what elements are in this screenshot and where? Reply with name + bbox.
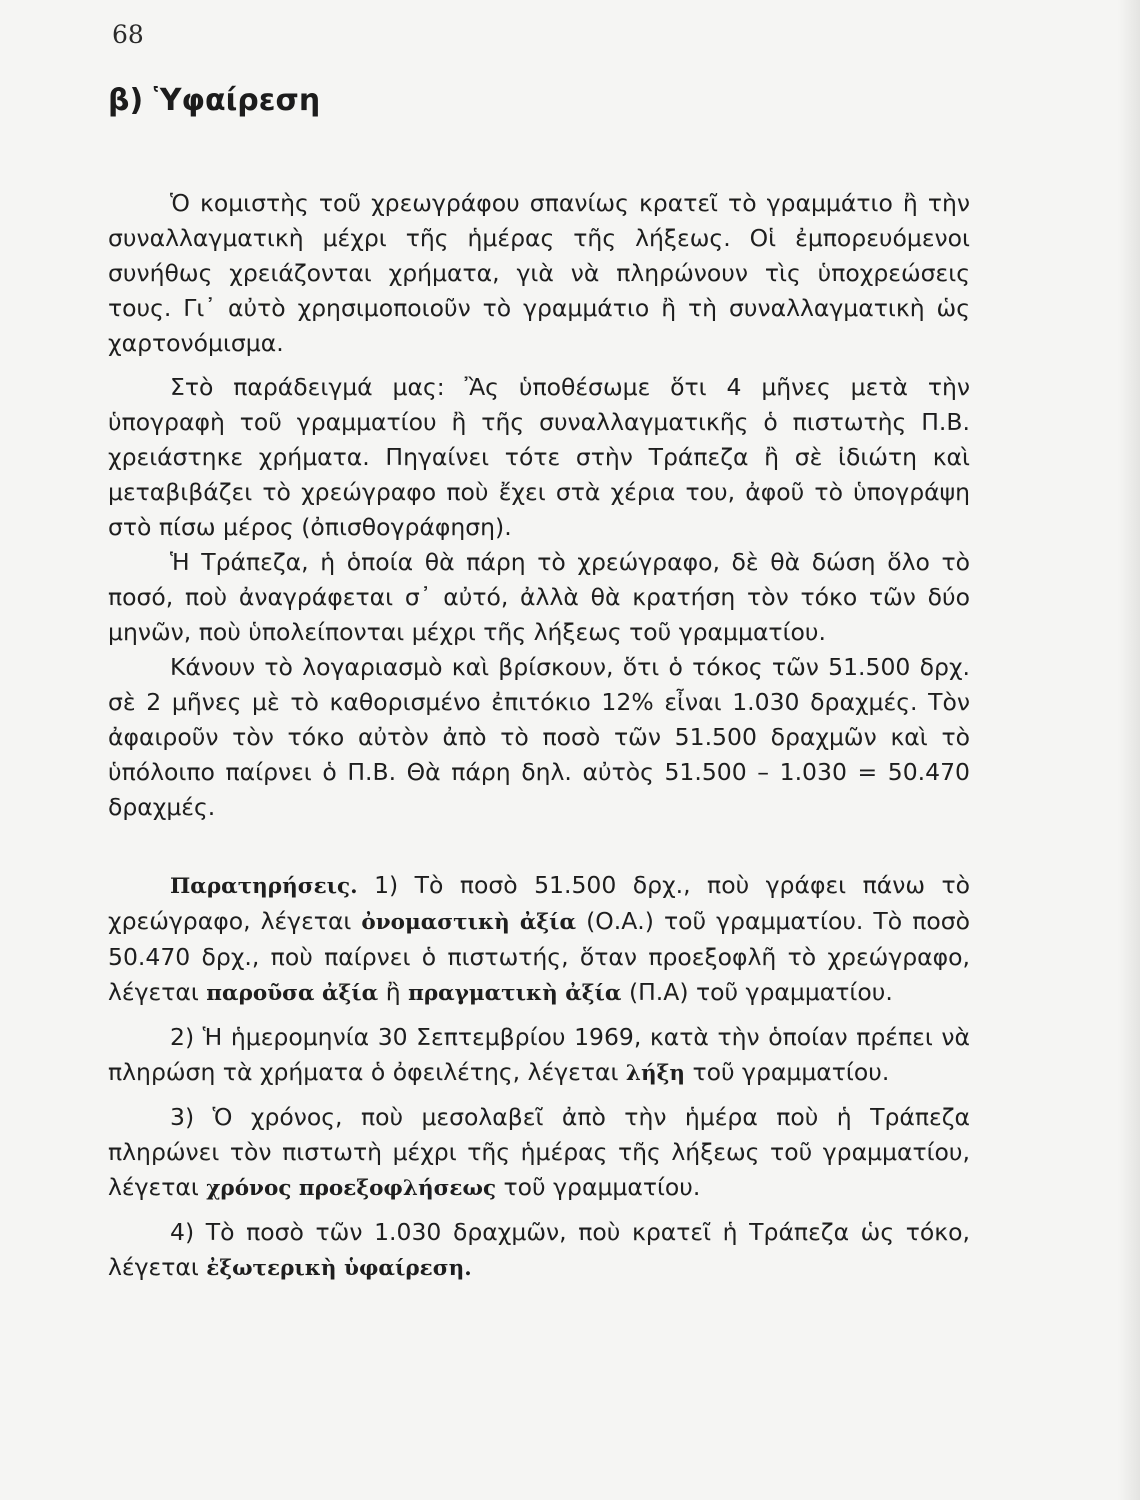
note-2 bbox=[108, 1020, 970, 1091]
term-present-value: παροῦσα ἀξία bbox=[206, 981, 379, 1006]
note-1 bbox=[108, 868, 970, 1011]
note-text: 1) Τὸ ποσὸ 51.500 δρχ., ποὺ γράφει πάνω τὸ χρεώγραφο, λέγεται bbox=[108, 871, 970, 935]
note-text: 2) Ἡ ἡμερομηνία 30 Σεπτεμβρίου 1969, κατὰ τὴν ὁποίαν πρέπει νὰ πληρώση τὰ χρήματα ὁ ὀφειλέτης, λέγεται bbox=[108, 1023, 970, 1086]
term-nominal-value: ὀνομαστικὴ ἀξία bbox=[361, 910, 577, 935]
term-discount-period: χρόνος προεξοφλήσεως bbox=[206, 1176, 497, 1201]
body-text bbox=[108, 186, 970, 1286]
note-text: τοῦ γραμματίου. bbox=[684, 1058, 890, 1086]
note-text: (Π.Α) τοῦ γραμματίου. bbox=[621, 978, 893, 1006]
note-text: ἢ bbox=[378, 978, 409, 1006]
note-4 bbox=[108, 1215, 970, 1286]
note-3 bbox=[108, 1100, 970, 1206]
paragraph-bank: Ἡ Τράπεζα, ἡ ὁποία θὰ πάρη τὸ χρεώγραφο, δὲ θὰ δώση ὅλο τὸ ποσό, ποὺ ἀναγράφεται σ᾽ αὐτό, ἀλλὰ θὰ κρατήση τὸν τόκο τῶν δύο μηνῶν, ποὺ ὑπολείπονται μέχρι τῆς λήξεως τοῦ γραμματίου. bbox=[108, 548, 970, 646]
note-text: 3) Ὁ χρόνος, ποὺ μεσολαβεῖ ἀπὸ τὴν ἡμέρα ποὺ ἡ Τράπεζα πληρώνει τὸν πιστωτὴ μέχρι τῆς ἡμέρας τῆς λήξεως τοῦ γραμματίου, λέγεται bbox=[108, 1103, 970, 1201]
note-text: τοῦ γραμματίου. bbox=[496, 1173, 701, 1201]
page-edge-shadow bbox=[1118, 0, 1140, 1500]
paragraph-calculation: Κάνουν τὸ λογαριασμὸ καὶ βρίσκουν, ὅτι ὁ τόκος τῶν 51.500 δρχ. σὲ 2 μῆνες μὲ τὸ καθορισμένο ἐπιτόκιο 12% εἶναι 1.030 δραχμές. Τὸν ἀφαιροῦν τὸν τόκο αὐτὸν ἀπὸ τὸ ποσὸ τῶν 51.500 δραχμῶν καὶ τὸ ὑπόλοιπο παίρνει ὁ Π.Β. Θὰ πάρη δηλ. αὐτὸς 51.500 – 1.030 = 50.470 δραχμές. bbox=[108, 653, 970, 821]
paragraph-discounting-intro: Ὁ κομιστὴς τοῦ χρεωγράφου σπανίως κρατεῖ τὸ γραμμάτιο ἢ τὴν συναλλαγματικὴ μέχρι τῆς ἡμέρας τῆς λήξεως. Οἱ ἐμπορευόμενοι συνήθως χρειάζονται χρήματα, γιὰ νὰ πληρώνουν τὶς ὑποχρεώσεις τους. Γι᾽ αὐτὸ χρησιμοποιοῦν τὸ γραμμάτιο ἢ τὴ συναλλαγματικὴ ὡς χαρτονόμισμα. bbox=[108, 189, 970, 357]
paragraph-example: Στὸ παράδειγμά μας: Ἂς ὑποθέσωμε ὅτι 4 μῆνες μετὰ τὴν ὑπογραφὴ τοῦ γραμματίου ἢ τῆς συναλλαγματικῆς ὁ πιστωτὴς Π.Β. χρειάστηκε χρήματα. Πηγαίνει τότε στὴν Τράπεζα ἢ σὲ ἰδιώτη καὶ μεταβιβάζει τὸ χρεώγραφο ποὺ ἔχει στὰ χέρια του, ἀφοῦ τὸ ὑπογράψη στὸ πίσω μέρος (ὀπισθογράφηση). bbox=[108, 373, 970, 541]
section-heading: β) Ὑφαίρεση bbox=[108, 83, 321, 118]
note-text: (Ο.Α.) τοῦ γραμματίου. Τὸ ποσὸ 50.470 δρχ., ποὺ παίρνει ὁ πιστωτής, ὅταν προεξοφλῆ τὸ χρεώγραφο, λέγεται bbox=[108, 907, 971, 1006]
note-text: 4) Τὸ ποσὸ τῶν 1.030 δραχμῶν, ποὺ κρατεῖ ἡ Τράπεζα ὡς τόκο, λέγεται bbox=[108, 1218, 970, 1281]
term-maturity: λήξη bbox=[625, 1061, 685, 1086]
page-number: 68 bbox=[112, 20, 144, 49]
term-external-discount: ἐξωτερικὴ ὑφαίρεση. bbox=[206, 1256, 472, 1281]
term-real-value: πραγματικὴ ἀξία bbox=[408, 981, 622, 1006]
notes-label: Παρατηρήσεις. bbox=[170, 874, 358, 899]
